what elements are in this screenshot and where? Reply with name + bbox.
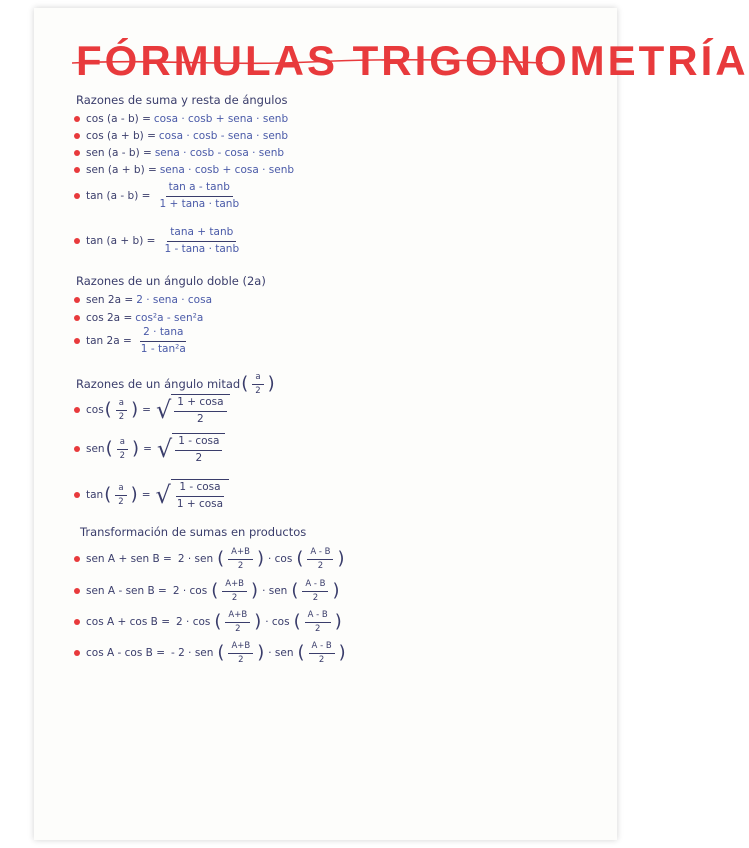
fraction <box>156 181 242 210</box>
section-heading-double: Razones de un ángulo doble (2a) <box>76 274 266 288</box>
formula-row <box>74 311 203 325</box>
fraction-numerator: 2 · tana <box>140 326 186 341</box>
formula-rhs: sena · cosb - cosa · senb <box>154 147 285 159</box>
fraction-numerator: a <box>117 437 128 450</box>
formula-row: cos ( $\frac{a}{2}$ ) = √ $\frac{1 + \cos a}{2}$ <box>74 393 230 427</box>
fraction-numerator: A+B <box>225 610 250 623</box>
function-name: sen <box>86 443 105 455</box>
fraction-denominator: 2 <box>314 623 321 634</box>
square-root <box>157 433 226 465</box>
fraction <box>175 435 222 464</box>
formula-lhs: tan (a + b) = <box>86 235 156 247</box>
heading-fraction <box>252 372 263 396</box>
formula-row <box>74 129 288 143</box>
square-root <box>156 394 230 426</box>
formula-lhs: cos (a - b) = <box>86 113 151 125</box>
formula-rhs: cos²a - sen²a <box>135 312 204 324</box>
fraction-denominator: 2 <box>118 496 124 507</box>
fraction-denominator: 2 <box>118 411 125 422</box>
fraction <box>309 641 335 665</box>
equals-sign: = <box>142 404 151 416</box>
function-name: tan <box>86 489 104 501</box>
formula-row <box>74 146 284 160</box>
fraction-denominator: 2 <box>195 451 203 464</box>
bullet-icon <box>74 446 80 452</box>
formula-rhs: cosa · cosb + sena · senb <box>153 113 289 125</box>
fraction <box>174 396 226 425</box>
fraction-denominator: 2 <box>238 654 244 665</box>
argument-fraction <box>117 437 128 461</box>
bullet-icon <box>74 133 80 139</box>
bullet-icon <box>74 492 80 498</box>
formula-middle: · sen <box>262 585 288 597</box>
section-heading-transform: Transformación de sumas en productos <box>80 525 307 539</box>
fraction-numerator: 1 - cosa <box>175 435 222 450</box>
fraction-denominator: 2 <box>318 654 325 665</box>
formula-coefficient: 2 · cos <box>176 616 211 628</box>
fraction-numerator: a <box>252 372 263 385</box>
radical-icon: √ <box>155 396 172 424</box>
bullet-icon <box>74 338 80 344</box>
formula-rhs: sena · cosb + cosa · senb <box>159 164 295 176</box>
formula-lhs: sen (a - b) = <box>86 147 152 159</box>
fraction-numerator: A - B <box>305 610 331 623</box>
fraction-denominator: 2 <box>197 412 204 425</box>
section-heading-text: Razones de un ángulo mitad <box>76 377 241 392</box>
fraction-denominator: 2 <box>237 560 244 571</box>
bullet-icon <box>74 619 80 625</box>
formula-lhs: cos 2a = <box>86 312 133 324</box>
bullet-icon <box>74 167 80 173</box>
fraction-numerator: tan a - tanb <box>166 181 233 196</box>
fraction-numerator: tana + tanb <box>167 226 236 241</box>
fraction <box>305 610 331 634</box>
fraction-denominator: 1 - tan²a <box>140 342 186 355</box>
function-name: cos <box>86 404 104 416</box>
formula-row <box>74 293 212 307</box>
fraction-numerator: A - B <box>309 641 335 654</box>
fraction-denominator: 1 + cosa <box>176 497 224 510</box>
formula-lhs: tan 2a = <box>86 335 132 347</box>
fraction-numerator: A+B <box>228 547 253 560</box>
formula-row: cos A - cos B = - 2 · sen ( $\frac{A+B}{2}$ ) · sen ( $\frac{A - B}{2}$ ) <box>74 639 347 667</box>
formula-lhs: sen 2a = <box>86 294 134 306</box>
fraction <box>228 547 253 571</box>
formula-middle: · cos <box>267 553 293 565</box>
bullet-icon <box>74 556 80 562</box>
formula-rhs: cosa · cosb - sena · senb <box>158 130 289 142</box>
bullet-icon <box>74 315 80 321</box>
argument-fraction <box>116 398 127 422</box>
bullet-icon <box>74 588 80 594</box>
formula-lhs: tan (a - b) = <box>86 190 151 202</box>
formula-lhs: cos A - cos B = <box>86 647 165 659</box>
fraction <box>222 579 247 603</box>
fraction-numerator: A+B <box>228 641 253 654</box>
fraction <box>138 326 189 355</box>
fraction-denominator: 2 <box>255 385 261 396</box>
equals-sign: = <box>141 489 151 501</box>
formula-lhs: cos A + cos B = <box>86 616 171 628</box>
fraction <box>174 481 226 510</box>
fraction <box>302 579 328 603</box>
formula-row: cos A + cos B = 2 · cos ( $\frac{A+B}{2}$ ) · cos ( $\frac{A - B}{2}$ ) <box>74 608 343 636</box>
section-heading-half: Razones de un ángulo mitad ( $\frac{a}{2}$ ) <box>76 372 275 396</box>
fraction-denominator: 1 - tana · tanb <box>164 242 240 255</box>
formula-row <box>74 163 294 177</box>
formula-lhs: sen (a + b) = <box>86 164 157 176</box>
fraction <box>225 610 250 634</box>
fraction-denominator: 2 <box>317 560 324 571</box>
formula-lhs: cos (a + b) = <box>86 130 156 142</box>
bullet-icon <box>74 116 80 122</box>
fraction <box>228 641 253 665</box>
fraction-numerator: 1 - cosa <box>176 481 223 496</box>
fraction-numerator: A - B <box>302 579 328 592</box>
bullet-icon <box>74 407 80 413</box>
bullet-icon <box>74 238 80 244</box>
formula-row <box>74 326 192 356</box>
radical-icon: √ <box>155 481 171 509</box>
fraction-denominator: 1 + tana · tanb <box>159 197 240 210</box>
bullet-icon <box>74 297 80 303</box>
fraction-numerator: a <box>116 398 127 411</box>
page-title: FÓRMULAS TRIGONOMETRÍA <box>76 37 749 84</box>
fraction-numerator: A - B <box>307 547 333 560</box>
fraction-numerator: a <box>115 483 126 496</box>
formula-coefficient: - 2 · sen <box>171 647 214 659</box>
formula-row: sen A + sen B = 2 · sen ( $\frac{A+B}{2}$ ) · cos ( $\frac{A - B}{2}$ ) <box>74 545 346 573</box>
fraction-denominator: 2 <box>119 450 126 461</box>
formula-middle: · cos <box>265 616 290 628</box>
fraction-denominator: 2 <box>231 592 238 603</box>
section-heading-sum-diff: Razones de suma y resta de ángulos <box>76 93 288 107</box>
formula-row <box>74 181 245 211</box>
formula-row: sen ( $\frac{a}{2}$ ) = √ $\frac{1 - \cos a}{2}$ <box>74 432 225 466</box>
radical-icon: √ <box>156 435 173 463</box>
equals-sign: = <box>143 443 152 455</box>
square-root <box>156 479 230 511</box>
formula-coefficient: 2 · sen <box>177 553 214 565</box>
bullet-icon <box>74 193 80 199</box>
fraction <box>161 226 242 255</box>
fraction-numerator: A+B <box>222 579 247 592</box>
bullet-icon <box>74 150 80 156</box>
fraction-numerator: 1 + cosa <box>174 396 226 411</box>
argument-fraction <box>115 483 126 507</box>
fraction-denominator: 2 <box>312 592 319 603</box>
formula-row: sen A - sen B = 2 · cos ( $\frac{A+B}{2}$ ) · sen ( $\frac{A - B}{2}$ ) <box>74 577 341 605</box>
fraction <box>307 547 333 571</box>
bullet-icon <box>74 650 80 656</box>
formula-row <box>74 112 288 126</box>
formula-middle: · sen <box>268 647 294 659</box>
formula-row <box>74 226 245 256</box>
formula-coefficient: 2 · cos <box>172 585 208 597</box>
fraction-denominator: 2 <box>235 623 241 634</box>
formula-rhs: 2 · sena · cosa <box>136 294 213 306</box>
formula-row: tan ( $\frac{a}{2}$ ) = √ $\frac{1 - \cos a}{1 + \cos a}$ <box>74 478 229 512</box>
formula-lhs: sen A + sen B = <box>86 553 172 565</box>
formula-lhs: sen A - sen B = <box>86 585 167 597</box>
